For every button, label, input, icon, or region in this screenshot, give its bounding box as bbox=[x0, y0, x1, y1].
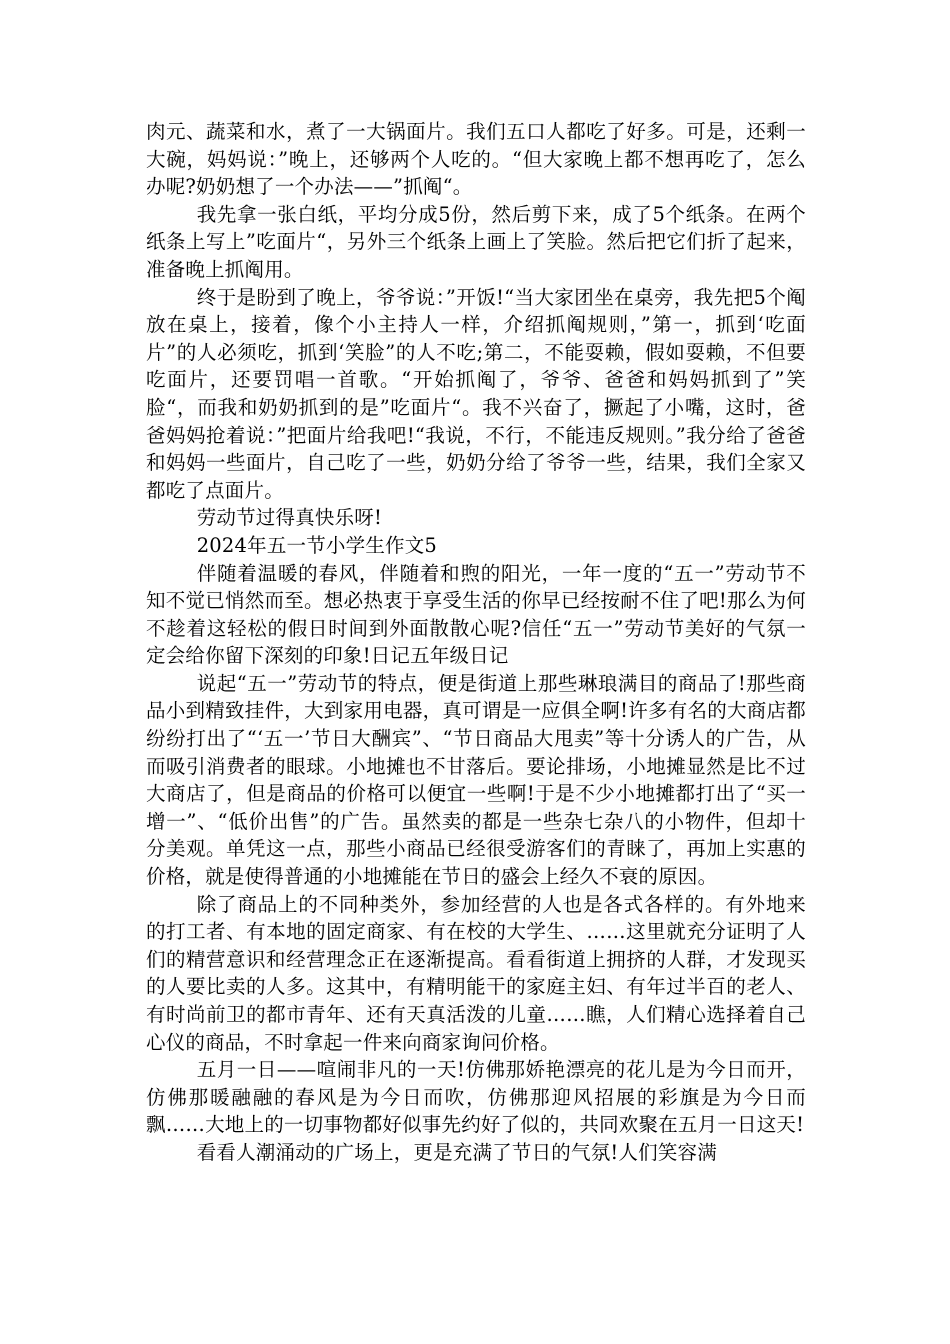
document-page bbox=[146, 118, 806, 1167]
section-heading: 2024年五一节小学生作文5 bbox=[196, 533, 438, 557]
paragraph-3: 终于是盼到了晚上，爷爷说：”开饭!“当大家团坐在桌旁，我先把5个阄放在桌上，接着，像个小主持人一样，介绍抓阄规则，”第一，抓到‘吃面片”的人必须吃，抓到‘笑脸”的人不吃;第二，不能耍赖，假如耍赖，不但要吃面片，还要罚唱一首歌。“开始抓阄了，爷爷、爸爸和妈妈抓到了”笑脸“，而我和奶奶抓到的是”吃面片“。我不兴奋了，撅起了小嘴，这时，爸爸妈妈抢着说：”把面片给我吧!“我说，不行，不能违反规则。”我分给了爸爸和妈妈一些面片，自己吃了一些，奶奶分给了爷爷一些，结果，我们全家又都吃了点面片。 bbox=[146, 285, 806, 502]
paragraph-7: 除了商品上的不同种类外，参加经营的人也是各式各样的。有外地来的打工者、有本地的固定商家、有在校的大学生、……这里就充分证明了人们的精营意识和经营理念正在逐渐提高。看看街道上拥挤的人群，才发现买的人要比卖的人多。这其中，有精明能干的家庭主妇、有年过半百的老人、有时尚前卫的都市青年、还有天真活泼的儿童……瞧，人们精心选择着自己心仪的商品，不时拿起一件来向商家询问价格。 bbox=[146, 892, 806, 1054]
paragraph-1: 肉元、蔬菜和水，煮了一大锅面片。我们五口人都吃了好多。可是，还剩一大碗，妈妈说：”晚上，还够两个人吃的。“但大家晚上都不想再吃了，怎么办呢?奶奶想了一个办法——”抓阄“。 bbox=[146, 120, 806, 199]
paragraph-2: 我先拿一张白纸，平均分成5份，然后剪下来，成了5个纸条。在两个纸条上写上”吃面片“，另外三个纸条上画上了笑脸。然后把它们折了起来，准备晚上抓阄用。 bbox=[146, 202, 806, 281]
paragraph-4: 劳动节过得真快乐呀! bbox=[196, 506, 383, 530]
paragraph-5: 伴随着温暖的春风，伴随着和煦的阳光，一年一度的“五一”劳动节不知不觉已悄然而至。想必热衷于享受生活的你早已经按耐不住了吧!那么为何不趁着这轻松的假日时间到外面散散心呢?信任“五一”劳动节美好的气氛一定会给你留下深刻的印象!日记五年级日记 bbox=[146, 561, 806, 668]
paragraph-9: 看看人潮涌动的广场上，更是充满了节日的气氛!人们笑容满 bbox=[196, 1140, 717, 1164]
paragraph-8: 五月一日——喧闹非凡的一天!仿佛那娇艳漂亮的花儿是为今日而开，仿佛那暖融融的春风是为今日而吹，仿佛那迎风招展的彩旗是为今日而飘……大地上的一切事物都好似事先约好了似的，共同欢聚在五月一日这天! bbox=[146, 1058, 806, 1137]
paragraph-6: 说起“五一”劳动节的特点，便是街道上那些琳琅满目的商品了!那些商品小到精致挂件，大到家用电器，真可谓是一应俱全啊!许多有名的大商店都纷纷打出了“‘五一’节日大酬宾”、“节日商品大甩卖”等十分诱人的广告，从而吸引消费者的眼球。小地摊也不甘落后。要论排场，小地摊显然是比不过大商店了，但是商品的价格可以便宜一些啊!于是不少小地摊都打出了“买一增一”、“低价出售”的广告。虽然卖的都是一些杂七杂八的小物件，但却十分美观。单凭这一点，那些小商品已经很受游客们的青睐了，再加上实惠的价格，就是使得普通的小地摊能在节日的盛会上经久不衰的原因。 bbox=[146, 671, 806, 889]
